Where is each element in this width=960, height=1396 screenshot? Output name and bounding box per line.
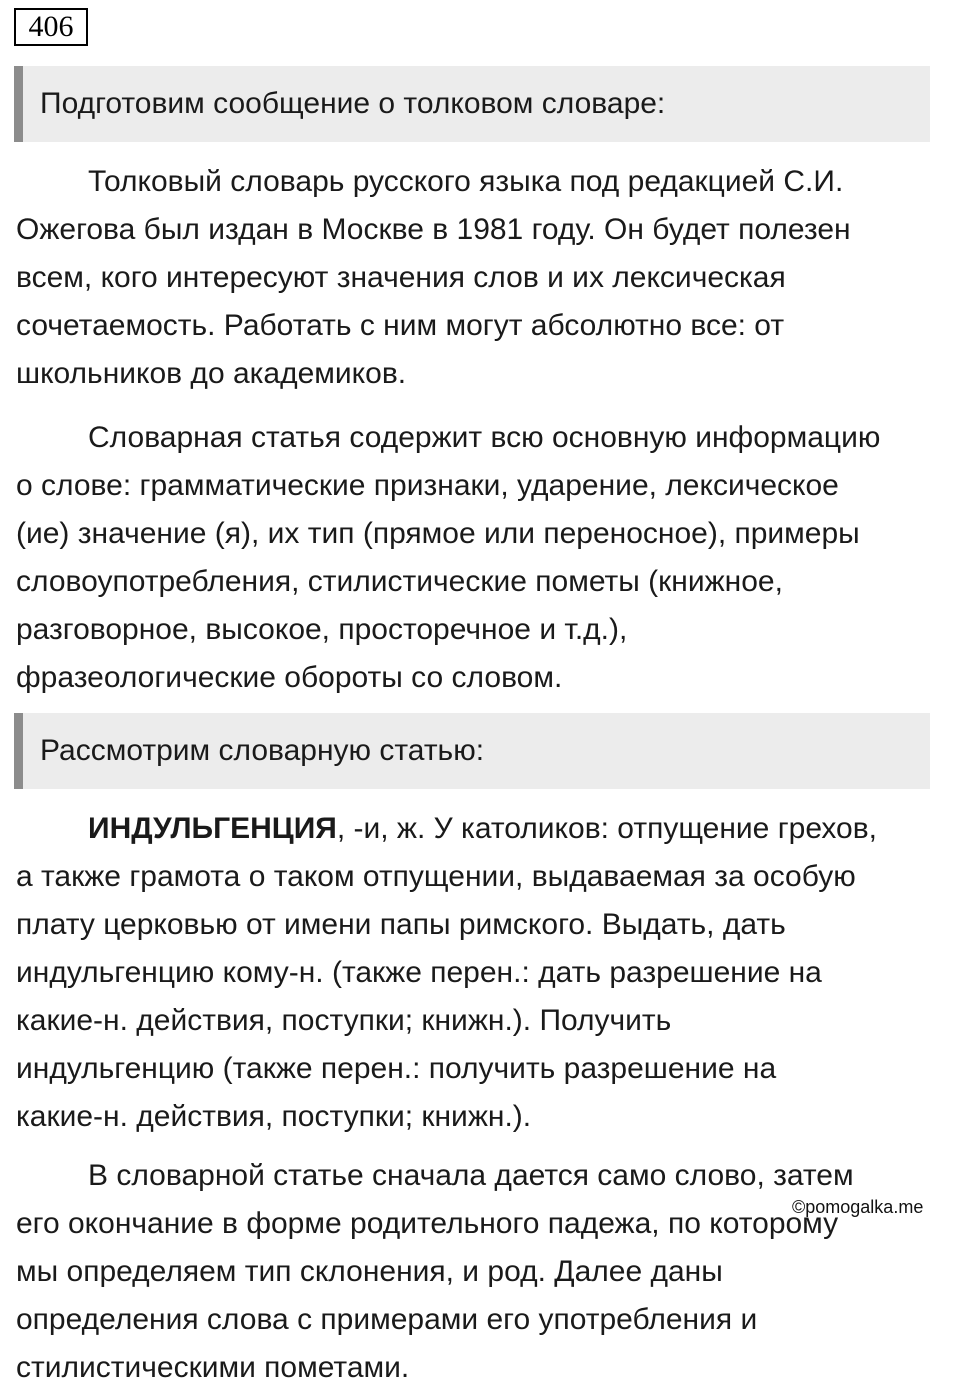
text-line: В словарной статье сначала дается само слово, затем bbox=[88, 1159, 854, 1192]
paragraph-dictionary-intro bbox=[16, 158, 944, 398]
paragraph-entry-explanation bbox=[16, 1152, 944, 1392]
text-line: определения слова с примерами его употребления и bbox=[16, 1303, 758, 1336]
entry-grammar: , -и, ж. У католиков: отпущение грехов, bbox=[336, 812, 877, 845]
text-line: школьников до академиков. bbox=[16, 357, 407, 390]
page-number: 406 bbox=[14, 8, 88, 46]
text-line: Толковый словарь русского языка под редакцией С.И. bbox=[88, 165, 844, 198]
text-line: какие-н. действия, поступки; книжн.). bbox=[16, 1100, 532, 1133]
dictionary-entry bbox=[16, 805, 944, 1141]
text-line: индульгенцию (также перен.: получить разрешение на bbox=[16, 1052, 777, 1085]
text-line: (ие) значение (я), их тип (прямое или переносное), примеры bbox=[16, 517, 860, 550]
text-line: мы определяем тип склонения, и род. Далее даны bbox=[16, 1255, 723, 1288]
text-line: плату церковью от имени папы римского. Выдать, дать bbox=[16, 908, 786, 941]
text-line: о слове: грамматические признаки, ударение, лексическое bbox=[16, 469, 839, 502]
text-line: сочетаемость. Работать с ним могут абсолютно все: от bbox=[16, 309, 785, 342]
text-line: индульгенцию кому-н. (также перен.: дать разрешение на bbox=[16, 956, 822, 989]
watermark: ©pomogalka.me bbox=[792, 1197, 924, 1217]
text-line: разговорное, высокое, просторечное и т.д.), bbox=[16, 613, 628, 646]
text-line: всем, кого интересуют значения слов и их лексическая bbox=[16, 261, 786, 294]
text-line: словоупотребления, стилистические пометы (книжное, bbox=[16, 565, 783, 598]
paragraph-entry-contents bbox=[16, 414, 944, 702]
entry-first-line bbox=[16, 805, 944, 853]
text-line: Ожегова был издан в Москве в 1981 году. Он будет полезен bbox=[16, 213, 851, 246]
section-heading-entry-review: Рассмотрим словарную статью: bbox=[14, 713, 930, 789]
text-line: стилистическими пометами. bbox=[16, 1351, 410, 1384]
text-line: его окончание в форме родительного падежа, по которому bbox=[16, 1207, 839, 1240]
text-line: Словарная статья содержит всю основную информацию bbox=[88, 421, 881, 454]
section-heading-dictionary-report: Подготовим сообщение о толковом словаре: bbox=[14, 66, 930, 142]
text-line: а также грамота о таком отпущении, выдаваемая за особую bbox=[16, 860, 856, 893]
text-line: фразеологические обороты со словом. bbox=[16, 661, 563, 694]
text-line: какие-н. действия, поступки; книжн.). Получить bbox=[16, 1004, 672, 1037]
entry-term: ИНДУЛЬГЕНЦИЯ bbox=[88, 812, 337, 845]
